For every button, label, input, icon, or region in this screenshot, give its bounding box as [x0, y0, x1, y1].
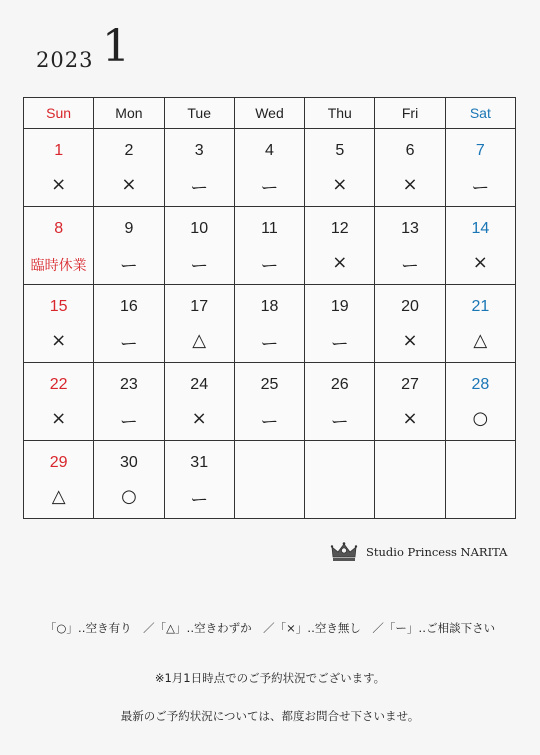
calendar-empty-cell — [305, 441, 375, 519]
availability-mark: △ — [51, 486, 66, 507]
day-number: 2 — [124, 142, 134, 159]
calendar-day-cell — [94, 363, 164, 441]
availability-mark: ー — [260, 178, 279, 199]
day-number: 8 — [54, 220, 64, 237]
calendar-day-cell — [375, 207, 445, 285]
day-number: 3 — [194, 142, 204, 159]
availability-mark: ー — [119, 412, 138, 433]
month-number: 1 — [102, 21, 130, 72]
availability-mark: ○ — [472, 408, 489, 429]
availability-mark — [446, 486, 515, 508]
availability-mark: ー — [190, 178, 209, 199]
day-closed-note: 臨時休業 — [30, 258, 87, 274]
availability-mark: × — [51, 408, 67, 429]
studio-brand — [330, 541, 507, 563]
day-number: 17 — [190, 298, 209, 315]
availability-mark: ー — [190, 490, 209, 511]
day-number: 21 — [471, 298, 490, 315]
calendar-day-cell — [445, 129, 515, 207]
calendar-day-cell — [24, 441, 94, 519]
day-number: 4 — [265, 142, 274, 159]
calendar-day-cell — [24, 363, 94, 441]
calendar-day-cell — [94, 285, 164, 363]
day-number: 23 — [120, 376, 138, 393]
calendar-empty-cell — [375, 441, 445, 519]
availability-mark: × — [121, 174, 137, 195]
weekday-sat: Sat — [445, 98, 515, 129]
calendar-day-cell — [234, 207, 304, 285]
day-number: 7 — [475, 142, 485, 159]
calendar-day-cell — [375, 285, 445, 363]
calendar-day-cell — [445, 285, 515, 363]
calendar-day-cell — [164, 207, 234, 285]
availability-mark: ー — [119, 334, 138, 355]
day-number: 25 — [260, 376, 279, 393]
weekday-mon: Mon — [94, 98, 164, 129]
day-number: 6 — [405, 142, 415, 159]
availability-mark: × — [402, 174, 418, 195]
weekday-thu: Thu — [305, 98, 375, 129]
availability-mark: × — [332, 174, 348, 195]
calendar-day-cell — [234, 363, 304, 441]
availability-mark: × — [402, 408, 418, 429]
calendar-day-cell — [24, 285, 94, 363]
availability-mark: × — [472, 252, 488, 273]
calendar-day-cell — [234, 285, 304, 363]
day-number: 5 — [335, 142, 345, 159]
availability-mark: ー — [471, 178, 490, 199]
day-number: 27 — [401, 376, 419, 393]
brand-name: Studio Princess NARITA — [366, 545, 508, 559]
weekday-sun: Sun — [24, 98, 94, 129]
day-number — [305, 454, 374, 474]
availability-mark: × — [51, 174, 67, 195]
day-number: 29 — [49, 454, 68, 471]
day-number: 10 — [190, 220, 209, 237]
availability-mark: ー — [330, 334, 349, 355]
availability-mark: △ — [192, 330, 207, 351]
availability-legend: 「○」‥空き有り ／「△」‥空きわずか ／「×」‥空き無し ／「ー」‥ご相談下さい — [44, 621, 496, 635]
calendar-day-cell — [234, 129, 304, 207]
availability-mark: ー — [260, 412, 279, 433]
calendar-day-cell — [305, 207, 375, 285]
calendar-day-cell — [164, 441, 234, 519]
status-notice: ※1月1日時点でのご予約状況でございます。 — [154, 671, 386, 685]
calendar-week-row — [24, 363, 516, 441]
calendar-day-cell — [375, 363, 445, 441]
availability-mark: ー — [260, 334, 279, 355]
crown-logo-icon — [330, 541, 358, 563]
calendar-grid — [23, 97, 516, 519]
calendar-day-cell — [94, 207, 164, 285]
availability-mark: ○ — [121, 486, 137, 507]
availability-mark: △ — [473, 330, 488, 351]
day-number: 9 — [124, 220, 134, 237]
calendar-day-cell — [305, 129, 375, 207]
availability-mark — [375, 486, 444, 508]
calendar-day-cell — [164, 129, 234, 207]
day-number: 13 — [401, 220, 419, 237]
day-number: 20 — [401, 298, 419, 315]
calendar-day-cell — [375, 129, 445, 207]
day-number — [375, 454, 444, 474]
availability-mark — [235, 486, 304, 508]
day-number: 12 — [330, 220, 349, 237]
weekday-wed: Wed — [234, 98, 304, 129]
calendar-day-cell — [445, 363, 515, 441]
day-number: 11 — [261, 220, 278, 237]
weekday-fri: Fri — [375, 98, 445, 129]
availability-mark: ー — [190, 256, 209, 277]
day-number: 22 — [49, 376, 68, 393]
calendar-day-cell — [305, 363, 375, 441]
calendar-day-cell — [94, 129, 164, 207]
availability-mark: × — [191, 408, 207, 429]
availability-mark: ー — [330, 412, 349, 433]
calendar-week-row — [24, 441, 516, 519]
calendar-day-cell — [164, 285, 234, 363]
day-number: 18 — [260, 298, 279, 315]
year-label: 2023 — [36, 48, 94, 72]
calendar-empty-cell — [445, 441, 515, 519]
day-number: 30 — [120, 454, 138, 471]
day-number — [235, 454, 304, 474]
day-number: 15 — [49, 298, 68, 315]
day-number — [446, 454, 515, 474]
calendar-day-cell — [94, 441, 164, 519]
availability-mark: × — [51, 330, 67, 351]
contact-note: 最新のご予約状況については、都度お問合せ下さいませ。 — [120, 709, 420, 723]
day-number: 31 — [190, 454, 209, 471]
day-number: 24 — [190, 376, 209, 393]
calendar-day-cell — [164, 363, 234, 441]
calendar-day-cell — [445, 207, 515, 285]
weekday-tue: Tue — [164, 98, 234, 129]
calendar-day-cell — [24, 207, 94, 285]
calendar-empty-cell — [234, 441, 304, 519]
availability-mark: ー — [119, 256, 138, 277]
calendar-week-row — [24, 129, 516, 207]
day-number: 16 — [120, 298, 138, 315]
availability-mark — [305, 486, 374, 508]
day-number: 14 — [471, 220, 490, 237]
calendar-day-cell — [24, 129, 94, 207]
weekday-header-row — [24, 98, 516, 129]
day-number: 19 — [330, 298, 349, 315]
calendar-day-cell — [305, 285, 375, 363]
availability-mark: ー — [401, 256, 420, 277]
day-number: 1 — [54, 142, 64, 159]
calendar-week-row — [24, 207, 516, 285]
day-number: 28 — [471, 376, 490, 393]
calendar-week-row — [24, 285, 516, 363]
availability-mark: × — [332, 252, 348, 273]
day-number: 26 — [330, 376, 349, 393]
availability-mark: ー — [260, 256, 279, 277]
availability-mark: × — [402, 330, 418, 351]
